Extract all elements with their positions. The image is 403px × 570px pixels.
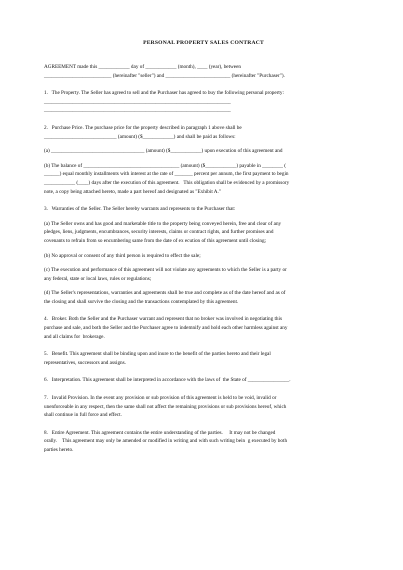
section-3c: (c) The execution and performance of this agreement will not violate any agreements to which the Seller is a party or [44,267,287,274]
section-8-entire-agreement: parties hereto. [44,447,74,453]
section-6-interpretation: 6. Interpretation. This agreement shall be interpreted in accordance with the laws of the State of ________________. [44,377,291,384]
section-2a: (a) ____________________________________ (amount) ($____________) upon execution of this agreement and [44,148,283,155]
section-2b: note, a copy being attached hereto, made a part hereof and designated as "Exhibit A." [44,188,221,195]
section-7-invalid-provision: shall continue in full force and effect. [44,412,122,419]
section-2-purchase-price: 2. Purchase Price. The purchase price for the property described in paragraph 1 above shall be [44,124,242,131]
section-5-benefit: 5. Benefit. This agreement shall be binding upon and inure to the benefit of the parties hereto and their legal [44,351,271,358]
section-2-purchase-price: ____________________________ (amount) ($____________) and shall be paid as follows: [44,133,236,140]
section-8-entire-agreement: orally. This agreement may only be amended or modified in writing and with such writing bein g executed by both [44,438,288,445]
section-3-warranties: 3. Warranties of the Seller. The Seller hereby warrants and represents to the Purchaser that: [44,206,236,213]
agreement-line: __________________________ (hereinafter "seller") and _________________________ (hereinafter "Purchaser"). [44,72,285,79]
section-2b: ____________ (____) days after the execution of this agreement. This obligation shall be evidenced by a promissory [44,179,290,186]
section-3a: covenants to refrain from so encumbering same from the date of ex ecution of this agreement until closing; [44,237,266,244]
section-3d: (d) The Seller's representations, warranties and agreements shall be true and complete as of the date hereof and as of [44,290,286,297]
document-title: PERSONAL PROPERTY SALES CONTRACT [143,40,264,46]
section-4-broker: purchase and sale, and both the Seller and the Purchaser agree to indemnify and hold each other harmless against any [44,325,288,332]
section-3a: pledges, liens, judgments, encumbrances, security interests, claims or contract rights, and further promises and [44,229,274,236]
agreement-line: AGREEMENT made this ____________ day of ____________ (month), ____ (year), between [44,64,241,70]
section-1-property: 1. The Property. The Seller has agreed to sell and the Purchaser has agreed to buy the following personal property: [44,90,284,97]
section-1-blank: ________________________________________________________________________ [44,107,231,114]
section-4-broker: 4. Broker. Both the Seller and the Purchaser warrant and represent that no broker was involved in negotiating this [44,316,282,323]
section-2b: ______) equal monthly installments with interest at the rate of _______ percent per annum, the first payment to begin [44,171,289,178]
section-3d: the closing and shall survive the closing and the transactions contemplated by this agreement. [44,298,239,305]
section-5-benefit: representatives, successors and assigns. [44,359,126,366]
section-2b: (b) The balance of _____________________________________ (amount) ($____________) payable in ________ ( [44,162,286,169]
section-7-invalid-provision: unenforceable in any respect, then the same shall not affect the remaining provisions or sub provisions hereof, which [44,403,287,410]
section-4-broker: and all claims for brokerage. [44,333,105,340]
section-7-invalid-provision: 7. Invalid Provision. In the event any provision or sub provision of this agreement is held to be void, invalid or [44,395,277,402]
section-3c: any federal, state or local laws, rules or regulations; [44,275,152,282]
section-1-blank: ________________________________________________________________________ [44,98,231,105]
section-3a: (a) The Seller owns and has good and marketable title to the property being conveyed herein, free and clear of any [44,220,282,227]
section-3b: (b) No approval or consent of any third person is required to effect the sale; [44,252,201,259]
section-8-entire-agreement: 8. Entire Agreement. This agreement contains the entire understanding of the parties. It may not be changed [44,429,276,436]
